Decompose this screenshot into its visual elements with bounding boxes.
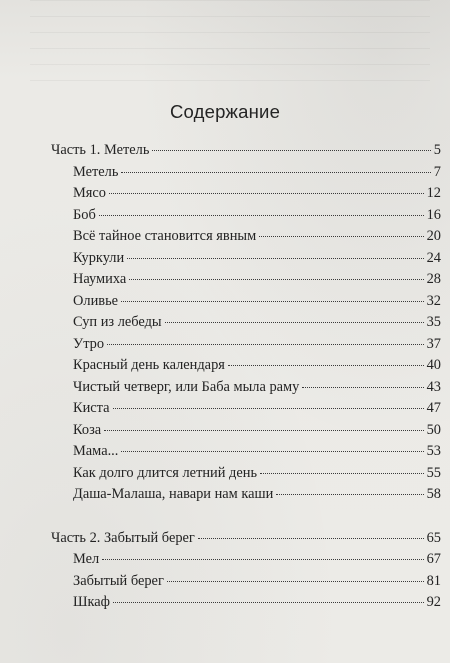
- dot-leader: [109, 192, 424, 194]
- dot-leader: [259, 235, 423, 237]
- chapter-title: Красный день календаря: [73, 357, 225, 373]
- page-number: 20: [426, 228, 441, 244]
- page-number: 43: [426, 378, 441, 395]
- toc-chapter-entry: [51, 291, 441, 313]
- dot-leader: [121, 300, 424, 302]
- chapter-title: Всё тайное становится явным: [73, 228, 257, 244]
- toc-chapter-entry: [51, 248, 441, 270]
- page-number: 81: [426, 572, 441, 589]
- page-number: 67: [426, 551, 441, 567]
- chapter-title: Метель: [73, 163, 119, 180]
- page-number: 5: [433, 142, 441, 158]
- chapter-title: Суп из лебеды: [73, 314, 162, 330]
- dot-leader: [127, 257, 423, 259]
- dot-leader: [102, 558, 423, 560]
- dot-leader: [276, 493, 423, 495]
- chapter-title: Как долго длится летний день: [73, 464, 258, 481]
- chapter-title: Куркули: [73, 249, 125, 266]
- chapter-title: Чистый четверг, или Баба мыла раму: [73, 378, 300, 395]
- toc-chapter-entry: [51, 398, 441, 420]
- chapter-title: Даша-Малаша, навари нам каши: [73, 486, 274, 502]
- chapter-title: Оливье: [73, 292, 119, 309]
- dot-leader: [228, 364, 424, 366]
- dot-leader: [198, 537, 424, 539]
- dot-leader: [121, 450, 423, 452]
- page-number: 40: [426, 357, 441, 373]
- page-number: 47: [426, 400, 441, 416]
- dot-leader: [104, 429, 423, 431]
- page-number: 24: [426, 249, 441, 266]
- dot-leader: [302, 386, 423, 388]
- dot-leader: [121, 171, 430, 173]
- chapter-title: Наумиха: [73, 271, 127, 287]
- toc-chapter-entry: [51, 334, 441, 356]
- part-separator: [51, 506, 441, 528]
- toc-chapter-entry: [51, 463, 441, 485]
- dot-leader: [129, 278, 423, 280]
- part-title: Часть 1. Метель: [51, 142, 150, 158]
- toc-chapter-entry: [51, 484, 441, 506]
- dot-leader: [260, 472, 424, 474]
- toc-chapter-entry: [51, 312, 441, 334]
- page-number: 55: [426, 464, 441, 481]
- chapter-title: Забытый берег: [73, 572, 164, 589]
- toc-chapter-entry: [51, 355, 441, 377]
- page-number: 32: [426, 292, 441, 309]
- chapter-title: Утро: [73, 335, 105, 352]
- toc-chapter-entry: [51, 571, 441, 593]
- table-of-contents: [51, 140, 441, 614]
- page-number: 50: [426, 421, 441, 438]
- toc-chapter-entry: [51, 592, 441, 614]
- chapter-title: Мел: [73, 551, 100, 567]
- page-number: 7: [433, 163, 441, 180]
- toc-chapter-entry: [51, 162, 441, 184]
- page-title: Содержание: [169, 101, 281, 122]
- page-number: 35: [426, 314, 441, 330]
- chapter-title: Мама...: [73, 443, 119, 459]
- chapter-title: Киста: [73, 400, 110, 416]
- toc-chapter-entry: [51, 183, 441, 205]
- dot-leader: [152, 149, 430, 151]
- page-number: 12: [426, 185, 441, 201]
- dot-leader: [107, 343, 424, 345]
- toc-chapter-entry: [51, 269, 441, 291]
- toc-chapter-entry: [51, 420, 441, 442]
- dot-leader: [113, 407, 424, 409]
- page-number: 92: [426, 594, 441, 610]
- toc-chapter-entry: [51, 441, 441, 463]
- chapter-title: Коза: [73, 421, 102, 438]
- page-number: 58: [426, 486, 441, 502]
- chapter-title: Боб: [73, 206, 96, 223]
- page-number: 65: [426, 529, 441, 546]
- dot-leader: [99, 214, 424, 216]
- toc-chapter-entry: [51, 226, 441, 248]
- page-number: 28: [426, 271, 441, 287]
- toc-part-entry: [51, 528, 441, 550]
- show-through-text: [30, 0, 430, 90]
- page-number: 16: [426, 206, 441, 223]
- toc-chapter-entry: [51, 205, 441, 227]
- dot-leader: [167, 580, 424, 582]
- page-number: 37: [426, 335, 441, 352]
- chapter-title: Мясо: [73, 185, 106, 201]
- dot-leader: [113, 601, 424, 603]
- part-title: Часть 2. Забытый берег: [51, 529, 195, 546]
- page-number: 53: [426, 443, 441, 459]
- toc-chapter-entry: [51, 549, 441, 571]
- toc-part-entry: [51, 140, 441, 162]
- dot-leader: [165, 321, 424, 323]
- toc-chapter-entry: [51, 377, 441, 399]
- chapter-title: Шкаф: [73, 594, 111, 610]
